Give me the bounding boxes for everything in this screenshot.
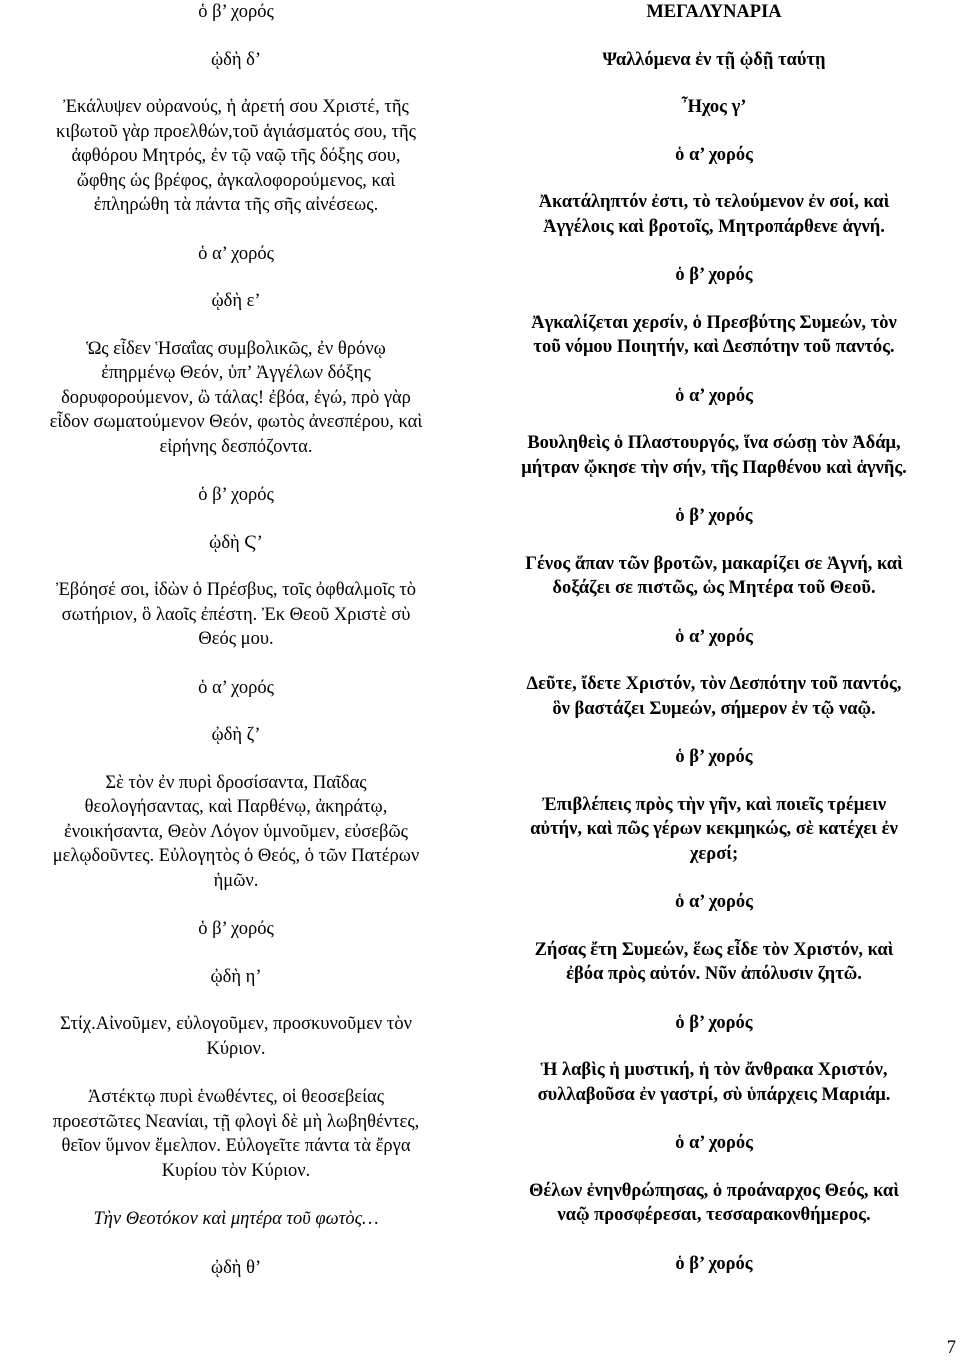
text-line: χερσί; — [689, 843, 739, 864]
text-line: Ὡς εἶδεν Ἡσαΐας συμβολικῶς, ἐν θρόνῳ — [86, 338, 386, 359]
text-line: μελῳδοῦντες. Εὐλογητὸς ὁ Θεός, ὁ τῶν Πατέρων — [52, 846, 420, 866]
text-line: Στίχ.Αἰνοῦμεν, εὐλογοῦμεν, προσκυνοῦμεν τὸν — [60, 1014, 412, 1034]
text-line: Θέλων ἐνηνθρώπησας, ὁ προάναρχος Θεός, καὶ — [529, 1180, 899, 1201]
text-line: Κύριον. — [206, 1038, 266, 1059]
section-heading: ὁ β’ χορός — [675, 265, 753, 285]
section-heading: ᾠδὴ δ’ — [210, 49, 262, 70]
text-line: ὃν βαστάζει Συμεών, σήμερον ἐν τῷ ναῷ. — [552, 698, 876, 719]
text-line: Κυρίου τὸν Κύριον. — [161, 1160, 311, 1181]
section-heading: ΜΕΓΑΛΥΝΑΡΙΑ — [646, 2, 782, 22]
text-paragraph — [479, 190, 949, 239]
section-heading: ὁ β’ χορός — [675, 747, 753, 767]
section-heading: ᾠδὴ θ’ — [210, 1257, 262, 1278]
text-paragraph — [479, 311, 949, 360]
text-line: ναῷ προσφέρεσαι, τεσσαρακονθήμερος. — [557, 1205, 871, 1225]
section-heading: ὁ β’ χορός — [675, 506, 753, 526]
text-line: Τὴν Θεοτόκον καὶ μητέρα τοῦ φωτὸς… — [93, 1209, 379, 1229]
text-paragraph — [1, 95, 471, 218]
text-line: ἐπηρμένῳ Θεόν, ὑπ’ Ἀγγέλων δόξης — [101, 363, 371, 383]
section-heading: Ψαλλόμενα ἐν τῇ ᾠδῇ ταύτῃ — [602, 49, 826, 70]
text-paragraph — [479, 672, 949, 721]
text-line: Ἀκατάληπτόν ἐστι, τὸ τελούμενον ἐν σοί, καὶ — [538, 192, 890, 212]
text-line: ἐβόα πρὸς αὐτόν. Νῦν ἀπόλυσιν ζητῶ. — [566, 964, 862, 984]
text-line: τοῦ νόμου Ποιητήν, καὶ Δεσπότην τοῦ παντός. — [533, 337, 895, 357]
text-paragraph — [479, 431, 949, 480]
text-paragraph — [479, 793, 949, 867]
section-heading: ὁ β’ χορός — [675, 1012, 753, 1033]
text-line: Ἀγκαλίζεται χερσίν, ὁ Πρεσβύτης Συμεών, τὸν — [531, 312, 897, 333]
text-line: θεολογήσαντας, καὶ Παρθένῳ, ἀκηράτῳ, — [84, 797, 388, 817]
text-line: συλλαβοῦσα ἐν γαστρί, σὺ ὑπάρχεις Μαριάμ. — [537, 1084, 891, 1105]
text-line: Ἐπιβλέπεις πρὸς τὴν γῆν, καὶ ποιεῖς τρέμειν — [541, 794, 887, 815]
text-paragraph — [479, 938, 949, 987]
text-line: ὤφθης ὡς βρέφος, ἀγκαλοφορούμενος, καὶ — [76, 170, 396, 191]
text-line: ἡμῶν. — [213, 870, 259, 891]
section-heading: Ἦχος γ’ — [681, 97, 747, 117]
section-heading: ὁ α’ χορός — [198, 677, 274, 698]
text-paragraph — [1, 578, 471, 652]
text-line: αὐτήν, καὶ πῶς γέρων κεκμηκώς, σὲ κατέχει ἐν — [530, 819, 898, 839]
text-line: δοξάζει σε πιστῶς, ὡς Μητέρα τοῦ Θεοῦ. — [552, 578, 876, 598]
section-heading: ὁ β’ χορός — [198, 485, 274, 505]
text-paragraph — [1, 1207, 471, 1232]
text-paragraph — [1, 1012, 471, 1061]
text-line: θεῖον ὕμνον ἔμελπον. Εὐλογεῖτε πάντα τὰ ἔργα — [61, 1136, 411, 1156]
text-line: εἰρήνης δεσπόζοντα. — [159, 436, 313, 457]
text-line: Γένος ἅπαν τῶν βροτῶν, μακαρίζει σε Ἁγνή, καὶ — [525, 553, 903, 574]
text-line: Ζήσας ἔτη Συμεών, ἕως εἶδε τὸν Χριστόν, καὶ — [534, 939, 894, 960]
text-line: σωτήριον, ὃ λαοῖς ἐπέστη. Ἐκ Θεοῦ Χριστὲ σὺ — [61, 604, 411, 625]
text-paragraph — [1, 337, 471, 460]
section-heading: ὁ α’ χορός — [675, 892, 753, 912]
text-line: Ἐβόησέ σοι, ἰδὼν ὁ Πρέσβυς, τοῖς ὀφθαλμοῖς τὸ — [55, 580, 417, 600]
text-line: Δεῦτε, ἴδετε Χριστόν, τὸν Δεσπότην τοῦ παντός, — [526, 674, 902, 694]
text-paragraph — [479, 1179, 949, 1228]
right-column — [479, 0, 949, 1299]
text-line: Ἐκάλυψεν οὐρανούς, ἡ ἀρετή σου Χριστέ, τῆς — [63, 97, 409, 117]
section-heading: ᾠδὴ Ϛ’ — [209, 532, 263, 553]
section-heading: ὁ α’ χορός — [675, 626, 753, 647]
section-heading: ὁ β’ χορός — [198, 2, 274, 22]
text-line: μήτραν ᾤκησε τὴν σήν, τῆς Παρθένου καὶ ἁγνῆς. — [521, 457, 907, 478]
text-paragraph — [479, 552, 949, 601]
text-line: Θεός μου. — [198, 629, 274, 649]
section-heading: ὁ α’ χορός — [675, 385, 753, 406]
text-paragraph — [1, 1085, 471, 1183]
text-line: δορυφορούμενον, ὢ τάλας! ἐβόα, ἐγώ, πρὸ γὰρ — [61, 387, 411, 408]
text-line: Σὲ τὸν ἐν πυρὶ δροσίσαντα, Παῖδας — [105, 772, 367, 793]
text-line: Ἡ λαβὶς ἡ μυστική, ἡ τὸν ἄνθρακα Χριστόν, — [540, 1060, 888, 1080]
section-heading: ᾠδὴ η’ — [210, 966, 262, 987]
section-heading: ὁ β’ χορός — [675, 1253, 753, 1274]
section-heading: ὁ α’ χορός — [675, 1133, 753, 1153]
section-heading: ὁ α’ χορός — [675, 144, 753, 165]
section-heading: ὁ β’ χορός — [198, 919, 274, 939]
text-line: Ἀγγέλοις καὶ βροτοῖς, Μητροπάρθενε ἁγνή. — [543, 216, 885, 237]
text-line: εἶδον σωματούμενον Θεόν, φωτὸς ἀνεσπέρου, καὶ — [49, 412, 423, 432]
text-paragraph — [479, 1058, 949, 1107]
text-line: ἐνοικήσαντα, Θεὸν Λόγον ὑμνοῦμεν, εὐσεβῶς — [64, 821, 408, 842]
text-line: ἀφθόρου Μητρός, ἐν τῷ ναῷ τῆς δόξης σου, — [71, 146, 401, 166]
page-number: 7 — [946, 1338, 956, 1358]
text-line: ἐπληρώθη τὰ πάντα τῆς σῆς αἰνέσεως. — [93, 195, 379, 215]
text-line: Βουληθεὶς ὁ Πλαστουργός, ἵνα σώσῃ τὸν Ἀδάμ, — [527, 433, 901, 453]
text-line: Ἀστέκτῳ πυρὶ ἑνωθέντες, οἱ θεοσεβείας — [87, 1087, 385, 1107]
section-heading: ᾠδὴ ε’ — [211, 291, 261, 311]
text-line: κιβωτοῦ γὰρ προελθών,τοῦ ἁγιάσματός σου, τῆς — [56, 121, 416, 142]
text-paragraph — [1, 771, 471, 894]
left-column — [1, 0, 471, 1303]
text-line: προεστῶτες Νεανίαι, τῇ φλογὶ δὲ μὴ λωβηθέντες, — [52, 1111, 420, 1132]
section-heading: ὁ α’ χορός — [198, 243, 274, 264]
section-heading: ᾠδὴ ζ’ — [211, 725, 261, 745]
